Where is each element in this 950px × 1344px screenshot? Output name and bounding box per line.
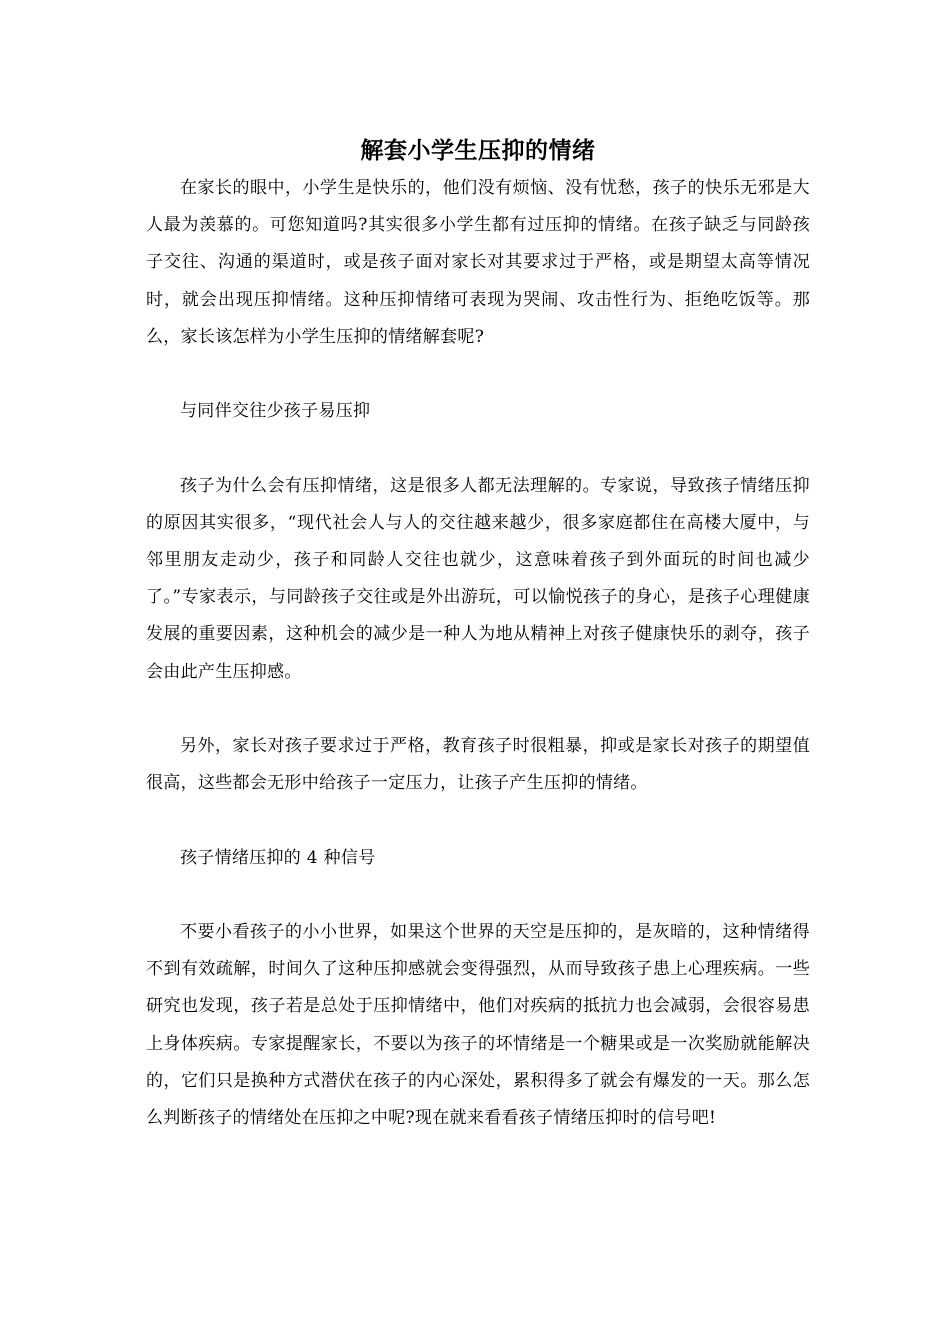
cause-paragraph: 孩子为什么会有压抑情绪，这是很多人都无法理解的。专家说，导致孩子情绪压抑的原因其实很多，“现代社会人与人的交往越来越少，很多家庭都住在高楼大厦中，与邻里朋友走动少，孩子和同龄人交往也就少，这意味着孩子到外面玩的时间也减少了。”专家表示，与同龄孩子交往或是外出游玩，可以愉悦孩子的身心，是孩子心理健康发展的重要因素，这种机会的减少是一种人为地从精神上对孩子健康快乐的剥夺，孩子会由此产生压抑感。 bbox=[146, 475, 810, 682]
paragraph-spacer bbox=[146, 802, 810, 839]
signals-intro-paragraph: 不要小看孩子的小小世界，如果这个世界的天空是压抑的，是灰暗的，这种情绪得不到有效疏解，时间久了这种压抑感就会变得强烈，从而导致孩子患上心理疾病。一些研究也发现，孩子若是总处于压抑情绪中，他们对疾病的抵抗力也会减弱，会很容易患上身体疾病。专家提醒家长，不要以为孩子的坏情绪是一个糖果或是一次奖励就能解决的，它们只是换种方式潜伏在孩子的内心深处，累积得多了就会有爆发的一天。那么怎么判断孩子的情绪处在压抑之中呢?现在就来看看孩子情绪压抑时的信号吧! bbox=[146, 921, 810, 1128]
paragraph-spacer bbox=[146, 691, 810, 728]
paragraph-spacer bbox=[146, 430, 810, 467]
section-heading-four-signals: 孩子情绪压抑的 4 种信号 bbox=[180, 847, 376, 868]
document-body bbox=[146, 132, 810, 1137]
paragraph-spacer bbox=[146, 356, 810, 393]
section-heading-peer-interaction: 与同伴交往少孩子易压抑 bbox=[180, 401, 371, 422]
intro-paragraph: 在家长的眼中，小学生是快乐的，他们没有烦恼、没有忧愁，孩子的快乐无邪是大人最为羡慕的。可您知道吗?其实很多小学生都有过压抑的情绪。在孩子缺乏与同龄孩子交往、沟通的渠道时，或是孩子面对家长对其要求过于严格，或是期望太高等情况时，就会出现压抑情绪。这种压抑情绪可表现为哭闹、攻击性行为、拒绝吃饭等。那么，家长该怎样为小学生压抑的情绪解套呢? bbox=[146, 178, 810, 347]
paragraph-spacer bbox=[146, 877, 810, 914]
parent-pressure-paragraph: 另外，家长对孩子要求过于严格，教育孩子时很粗暴，抑或是家长对孩子的期望值很高，这些都会无形中给孩子一定压力，让孩子产生压抑的情绪。 bbox=[146, 736, 810, 794]
document-title: 解套小学生压抑的情绪 bbox=[360, 137, 596, 164]
